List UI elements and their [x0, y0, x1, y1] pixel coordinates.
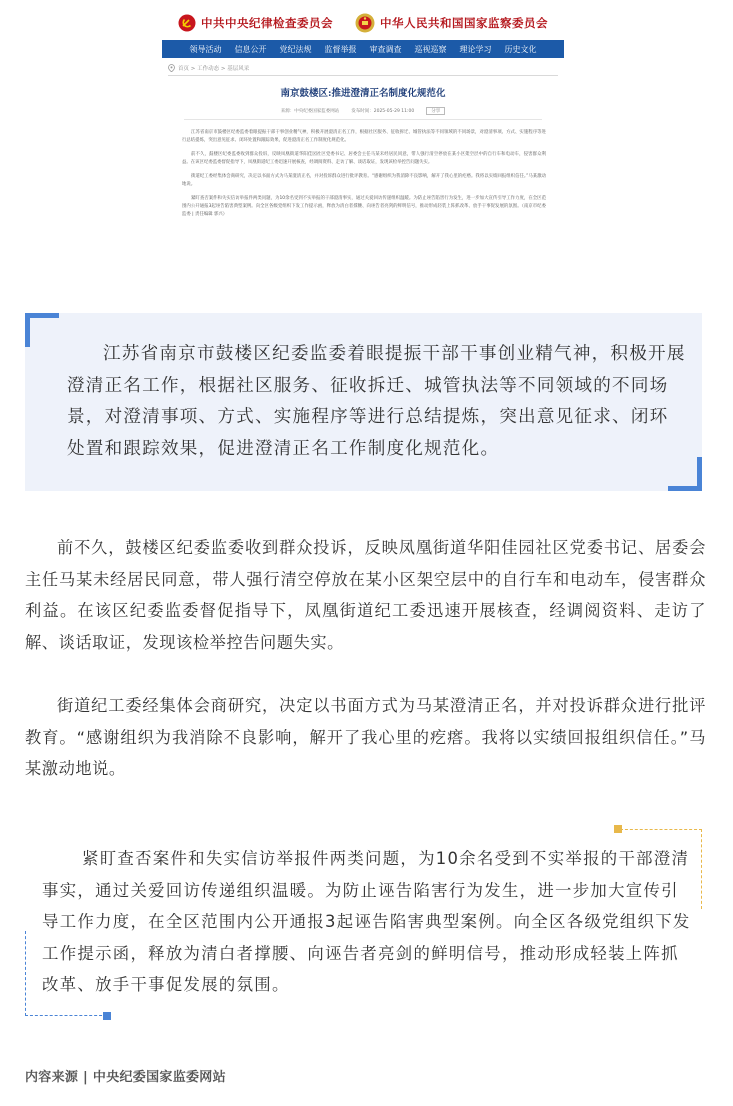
frame-border	[701, 829, 702, 909]
article-title: 南京鼓楼区:推进澄清正名制度化规范化	[280, 88, 446, 99]
nav-item[interactable]: 党纪法规	[279, 44, 312, 54]
meta-date: 发布时间：2025-05-29 11:00	[351, 109, 415, 114]
org-left-name: 中共中央纪律检查委员会	[201, 16, 333, 30]
nav-item[interactable]: 审查调查	[369, 44, 402, 54]
frame-border	[25, 1015, 107, 1016]
highlight-frame	[25, 829, 702, 1016]
summary-text: 江苏省南京市鼓楼区纪委监委着眼提振干部干事创业精气神，积极开展澄清正名工作，根据社区服务、征收拆迁、城管执法等不同领域的不同场景，对澄清事项、方式、实施程序等进行总结提炼，突出意见征求、闭环处置和跟踪效果，促进澄清正名工作制度化规范化。	[67, 344, 686, 459]
article-meta	[160, 107, 566, 115]
nav-item[interactable]: 信息公开	[234, 44, 267, 54]
frame-border	[25, 931, 26, 1016]
frame-square	[103, 1012, 111, 1020]
article-paragraph: 前不久，鼓楼区纪委监委收到群众投诉，反映凤凰街道华阳佳园社区党委书记、居委会主任马某未经居民同意，带人强行清空停放在某小区架空层中的自行车和电动车，侵害群众利益。在该区纪委监委督促指导下，凤凰街道纪工委迅速开展核查，经调阅资料、走访了解、谈话取证，发现该检举控告问题失实。	[182, 152, 546, 165]
party-emblem-icon	[178, 14, 196, 32]
content-source: 内容来源 | 中央纪委国家监委网站	[25, 1070, 226, 1085]
nav-item[interactable]: 巡视巡察	[414, 44, 447, 54]
org-right-name: 中华人民共和国国家监察委员会	[380, 16, 548, 30]
nav-item[interactable]: 领导活动	[189, 44, 222, 54]
body-paragraph: 前不久，鼓楼区纪委监委收到群众投诉，反映凤凰街道华阳佳园社区党委书记、居委会主任马某未经居民同意，带人强行清空停放在某小区架空层中的自行车和电动车，侵害群众利益。在该区纪委监委督促指导下，凤凰街道纪工委迅速开展核查，经调阅资料、走访了解、谈话取证，发现该检举控告问题失实。	[25, 538, 706, 652]
frame-border	[620, 829, 702, 830]
divider	[184, 119, 542, 120]
summary-box	[25, 313, 702, 491]
frame-square	[614, 825, 622, 833]
body-paragraph: 紧盯查否案件和失实信访举报件两类问题，为10余名受到不实举报的干部澄清事实，通过关爱回访传递组织温暖。为防止诬告陷害行为发生，进一步加大宣传引导工作力度，在全区范围内公开通报3起诬告陷害典型案例。向全区各级党组织下发工作提示函，释放为清白者撑腰、向诬告者亮剑的鲜明信号，推动形成轻装上阵抓改革、放手干事促发展的氛围。	[42, 849, 691, 994]
breadcrumb-text[interactable]: 首页 > 工作动态 > 基层风采	[178, 66, 250, 72]
share-button[interactable]: 分享	[426, 107, 445, 115]
body-paragraph: 街道纪工委经集体会商研究，决定以书面方式为马某澄清正名，并对投诉群众进行批评教育。“感谢组织为我消除不良影响，解开了我心里的疙瘩。我将以实绩回报组织信任。”马某激动地说。	[25, 696, 706, 778]
nav-item[interactable]: 监督举报	[324, 44, 357, 54]
corner-accent	[25, 313, 30, 347]
breadcrumb	[168, 64, 566, 72]
org-left	[178, 14, 333, 32]
article-screenshot	[160, 6, 566, 270]
article-paragraph: 江苏省南京市鼓楼区纪委监委着眼提振干部干事创业精气神，积极开展澄清正名工作，根据社区服务、征收拆迁、城管执法等不同领域的不同场景，对澄清事项、方式、实施程序等进行总结提炼，突出意见征求、闭环处置和跟踪效果，促进澄清正名工作制度化规范化。	[182, 130, 546, 143]
article-body	[182, 129, 546, 219]
meta-source: 来源：中央纪委国家监委网站	[280, 109, 340, 114]
main-nav	[162, 40, 564, 58]
site-header	[160, 6, 566, 40]
org-right	[355, 13, 548, 33]
nav-item[interactable]: 历史文化	[504, 44, 537, 54]
article-paragraph: 紧盯查否案件和失实信访举报件两类问题，为10余名受到不实举报的干部澄清事实，通过关爱回访传递组织温暖。为防止诬告陷害行为发生，进一步加大宣传引导工作力度，在全区范围内公开通报3起诬告陷害典型案例。向全区各级党组织下发工作提示函，释放为清白者撑腰、向诬告者亮剑的鲜明信号，推动形成轻装上阵抓改革、放手干事促发展的氛围。（南京市纪委监委 | 责任编辑 郭兴）	[182, 196, 546, 217]
national-emblem-icon	[355, 13, 375, 33]
location-icon	[168, 64, 175, 72]
nav-item[interactable]: 理论学习	[459, 44, 492, 54]
divider	[168, 75, 558, 76]
corner-accent	[25, 313, 59, 318]
article-paragraph: 街道纪工委经集体会商研究，决定以书面方式为马某澄清正名，并对投诉群众进行批评教育。“感谢组织为我消除不良影响，解开了我心里的疙瘩。我将以实绩回报组织信任。”马某激动地说。	[182, 174, 546, 187]
corner-accent	[697, 457, 702, 491]
